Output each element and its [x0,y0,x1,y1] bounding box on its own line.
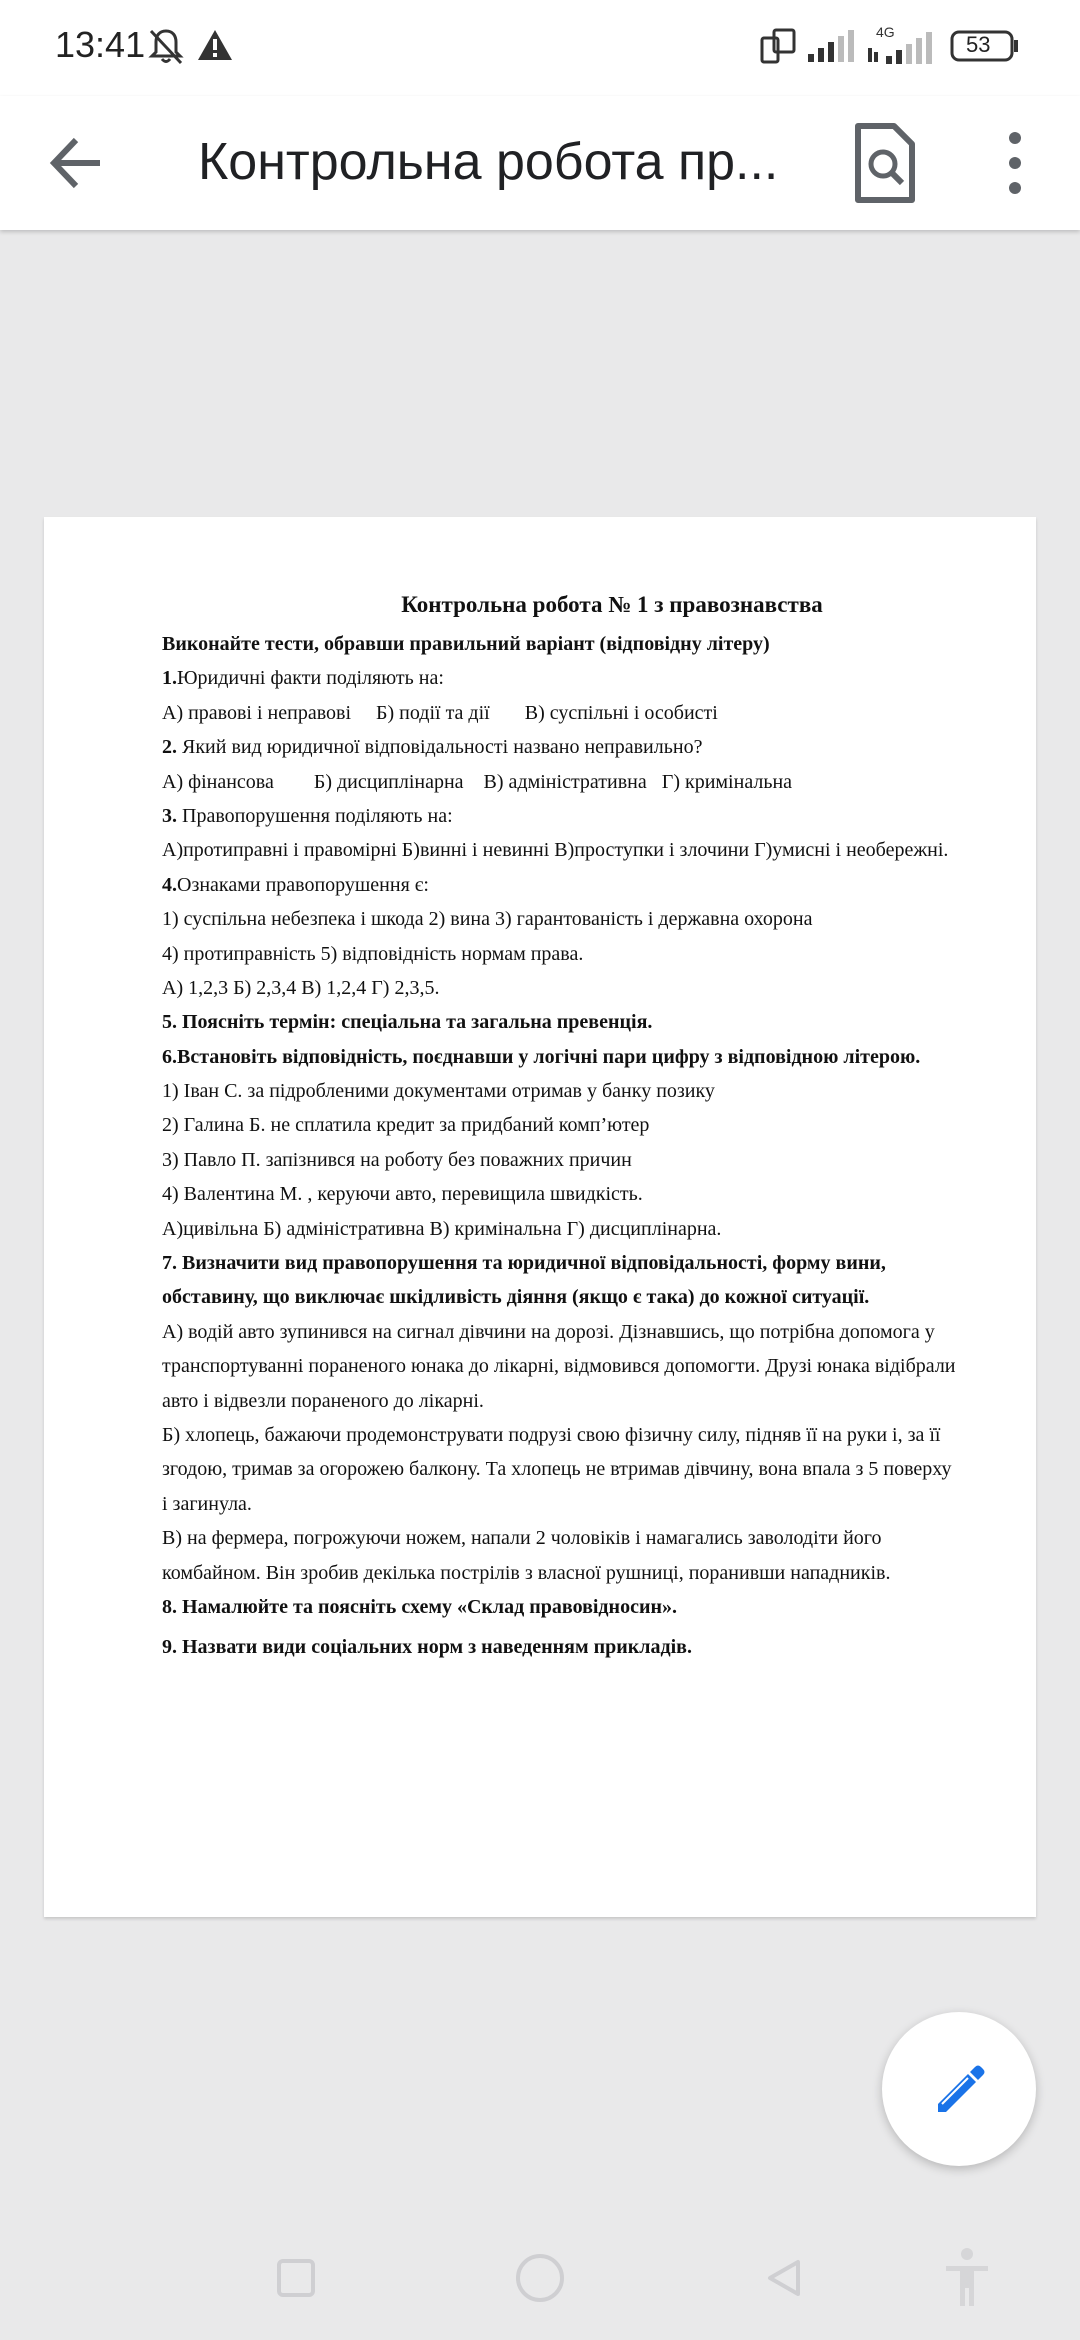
search-in-document-button[interactable] [852,120,918,206]
app-bar [0,96,1080,230]
question-4 [162,868,1002,902]
question-number: 1. [162,667,177,690]
recents-square-icon [276,2258,316,2298]
question-6-item-4: 4) Валентина М. , керуючи авто, перевищила швидкість. [162,1183,643,1206]
question-text: Ознаками правопорушення є: [177,873,429,896]
question-text: Правопорушення поділяють на: [177,804,453,827]
warning-icon [196,26,234,69]
question-number: 3. [162,804,177,827]
question-text: Який вид юридичної відповідальності названо неправильно? [177,736,703,759]
question-3 [162,799,1002,833]
question-6-item-1: 1) Іван С. за підробленими документами отримав у банку позику [162,1080,715,1103]
situation-b-line-1: Б) хлопець, бажаючи продемонструвати подрузі свою фізичну силу, підняв її на руки і, за її [162,1423,941,1446]
question-4-line-2: 4) протиправність 5) відповідність нормам права. [162,942,584,965]
doc-intro: Виконайте тести, обравши правильний варіант (відповідну літеру) [162,633,770,655]
question-3-options: А)протиправні і правомірні Б)винні і невинні В)проступки і злочини Г)умисні і необережні. [162,839,949,862]
document-page [44,517,1036,1917]
signal-icon [806,30,858,69]
situation-c-line-1: В) на фермера, погрожуючи ножем, напали 2 чоловіків і намагались заволодіти його [162,1527,882,1550]
question-5: 5. Поясніть термін: спеціальна та загальна превенція. [162,1011,653,1034]
question-6-options: А)цивільна Б) адміністративна В) кримінальна Г) дисциплінарна. [162,1217,722,1240]
situation-a-line-1: А) водій авто зупинився на сигнал дівчини на дорозі. Дізнавшись, що потрібна допомога у [162,1320,935,1343]
rotate-icon [758,26,798,71]
edit-fab-button[interactable] [882,2012,1036,2166]
situation-a-line-3: авто і відвезли пораненого до лікарні. [162,1389,484,1412]
system-nav-bar [0,2230,1080,2340]
question-1 [162,661,1002,695]
question-9: 9. Назвати види соціальних норм з наведенням прикладів. [162,1636,692,1659]
battery-level: 53 [966,32,991,57]
question-7 [162,1246,1002,1280]
more-vert-icon [1000,126,1030,200]
back-button[interactable] [44,130,110,196]
question-text: . Визначити вид правопорушення та юридичної відповідальності, форму вини, [172,1252,886,1275]
question-number: 4. [162,873,177,896]
accessibility-icon [942,2246,992,2308]
situation-b-line-3: і загинула. [162,1492,252,1515]
situation-a-line-2: транспортуванні пораненого юнака до лікарні, відмовився допомогти. Друзі юнака відібрали [162,1355,956,1378]
doc-heading: Контрольна робота № 1 з правознавства [401,592,823,617]
question-4-line-1: 1) суспільна небезпека і шкода 2) вина 3) гарантованість і державна охорона [162,908,813,931]
network-label: 4G [876,24,895,40]
back-arrow-icon [44,130,110,196]
question-7-line-2: обставину, що виключає шкідливість діяння (якщо є така) до кожної ситуації. [162,1286,870,1309]
status-time: 13:41 [55,24,146,65]
question-8: 8. Намалюйте та поясніть схему «Склад правовідносин». [162,1595,677,1618]
question-6-item-2: 2) Галина Б. не сплатила кредит за придбаний комп’ютер [162,1114,650,1137]
pencil-icon [930,2060,988,2118]
status-bar [0,0,1080,96]
question-2 [162,730,1002,764]
document-content [162,585,1002,1665]
question-4-options: А) 1,2,3 Б) 2,3,4 В) 1,2,4 Г) 2,3,5. [162,976,440,999]
question-1-options: А) правові і неправові Б) події та дії В) суспільні і особисті [162,701,718,724]
situation-c-line-2: комбайном. Він зробив декілька пострілів з власної рушниці, поранивши нападників. [162,1561,891,1584]
question-text: Юридичні факти поділяють на: [177,667,444,690]
question-number: 7 [162,1252,172,1275]
home-button[interactable] [514,2252,566,2309]
question-number: 2. [162,736,177,759]
question-6: 6.Встановіть відповідність, поєднавши у логічні пари цифру з відповідною літерою. [162,1045,921,1068]
recents-button[interactable] [276,2258,316,2303]
more-options-button[interactable] [1000,126,1030,200]
home-circle-icon [514,2252,566,2304]
bell-off-icon [146,26,186,71]
document-title: Контрольна робота пр... [198,133,779,191]
situation-b-line-2: згодою, тримав за огорожею балкону. Та хлопець не втримав дівчину, вона впала з 5 поверху [162,1458,952,1481]
nav-back-button[interactable] [764,2258,804,2303]
accessibility-button[interactable] [942,2246,992,2313]
question-2-options: А) фінансова Б) дисциплінарна В) адміністративна Г) кримінальна [162,770,793,793]
question-6-item-3: 3) Павло П. запізнився на роботу без поважних причин [162,1148,632,1171]
search-document-icon [852,120,918,206]
back-triangle-icon [764,2258,804,2298]
battery-icon [950,30,1020,69]
